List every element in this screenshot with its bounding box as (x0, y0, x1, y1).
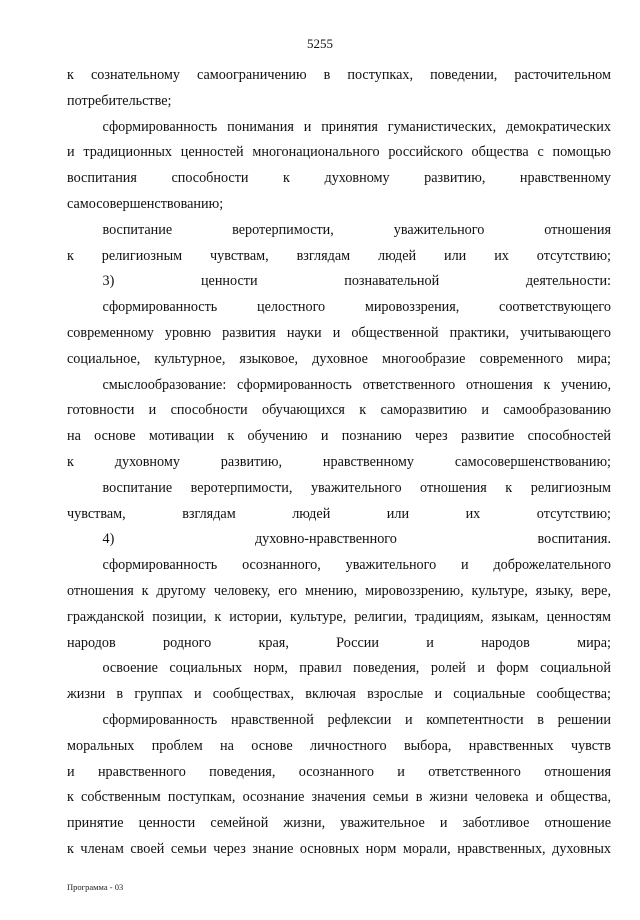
line: самосовершенствованию; (67, 195, 224, 212)
line: к религиозным чувствам, взглядам людей или их отсутствию; (67, 247, 611, 264)
line: социальное, культурное, языковое, духовное многообразие современного мира; (67, 350, 611, 367)
document-body (67, 63, 611, 863)
paragraph-4 (67, 269, 611, 295)
line: сформированность осознанного, уважительного и доброжелательного (102, 557, 611, 574)
line: потребительстве; (67, 92, 172, 109)
line: жизни в группах и сообществах, включая взрослые и социальные сообщества; (67, 686, 611, 703)
line: принятие ценности семейной жизни, уважительное и заботливое отношение (67, 815, 611, 832)
line: 3) ценности познавательной деятельности: (102, 273, 611, 290)
line: сформированность нравственной рефлексии и компетентности в решении (102, 711, 611, 728)
line: воспитание веротерпимости, уважительного отношения к религиозным (102, 479, 611, 496)
paragraph-2 (67, 115, 611, 218)
footer-label: Программа - 03 (67, 882, 124, 892)
line: смыслообразование: сформированность ответственного отношения к учению, (102, 376, 611, 393)
page-number: 5255 (307, 36, 333, 51)
line: готовности и способности обучающихся к саморазвитию и самообразованию (67, 402, 611, 419)
line: к сознательному самоограничению в поступках, поведении, расточительном (67, 67, 611, 83)
paragraph-1 (67, 63, 611, 115)
line: сформированность целостного мировоззрения, соответствующего (102, 299, 611, 316)
line: и традиционных ценностей многонационального российского общества с помощью (67, 144, 611, 161)
line: народов родного края, России и народов мира; (67, 634, 611, 651)
paragraph-8 (67, 527, 611, 553)
line: освоение социальных норм, правил поведения, ролей и форм социальной (102, 660, 611, 677)
paragraph-7 (67, 476, 611, 528)
paragraph-5 (67, 295, 611, 372)
line: к членам своей семьи через знание основных норм морали, нравственных, духовных (67, 840, 611, 857)
line: к собственным поступкам, осознание значения семьи в жизни человека и общества, (67, 789, 611, 806)
line: современному уровню развития науки и общественной практики, учитывающего (67, 324, 611, 341)
paragraph-9 (67, 553, 611, 656)
line: воспитания способности к духовному развитию, нравственному (67, 170, 611, 187)
line: воспитание веротерпимости, уважительного отношения (102, 221, 611, 238)
line: отношения к другому человеку, его мнению, мировоззрению, культуре, языку, вере, (67, 582, 611, 599)
line: на основе мотивации к обучению и познанию через развитие способностей (67, 428, 611, 445)
paragraph-3 (67, 218, 611, 270)
line: и нравственного поведения, осознанного и ответственного отношения (67, 763, 611, 780)
paragraph-6 (67, 373, 611, 476)
line: моральных проблем на основе личностного выбора, нравственных чувств (67, 737, 611, 754)
line: 4) духовно-нравственного воспитания. (102, 531, 611, 548)
line: гражданской позиции, к истории, культуре, религии, традициям, языкам, ценностям (67, 608, 611, 625)
line: к духовному развитию, нравственному самосовершенствованию; (67, 453, 611, 470)
line: сформированность понимания и принятия гуманистических, демократических (102, 118, 611, 135)
paragraph-11 (67, 708, 611, 863)
line: чувствам, взглядам людей или их отсутствию; (67, 505, 611, 522)
paragraph-10 (67, 656, 611, 708)
